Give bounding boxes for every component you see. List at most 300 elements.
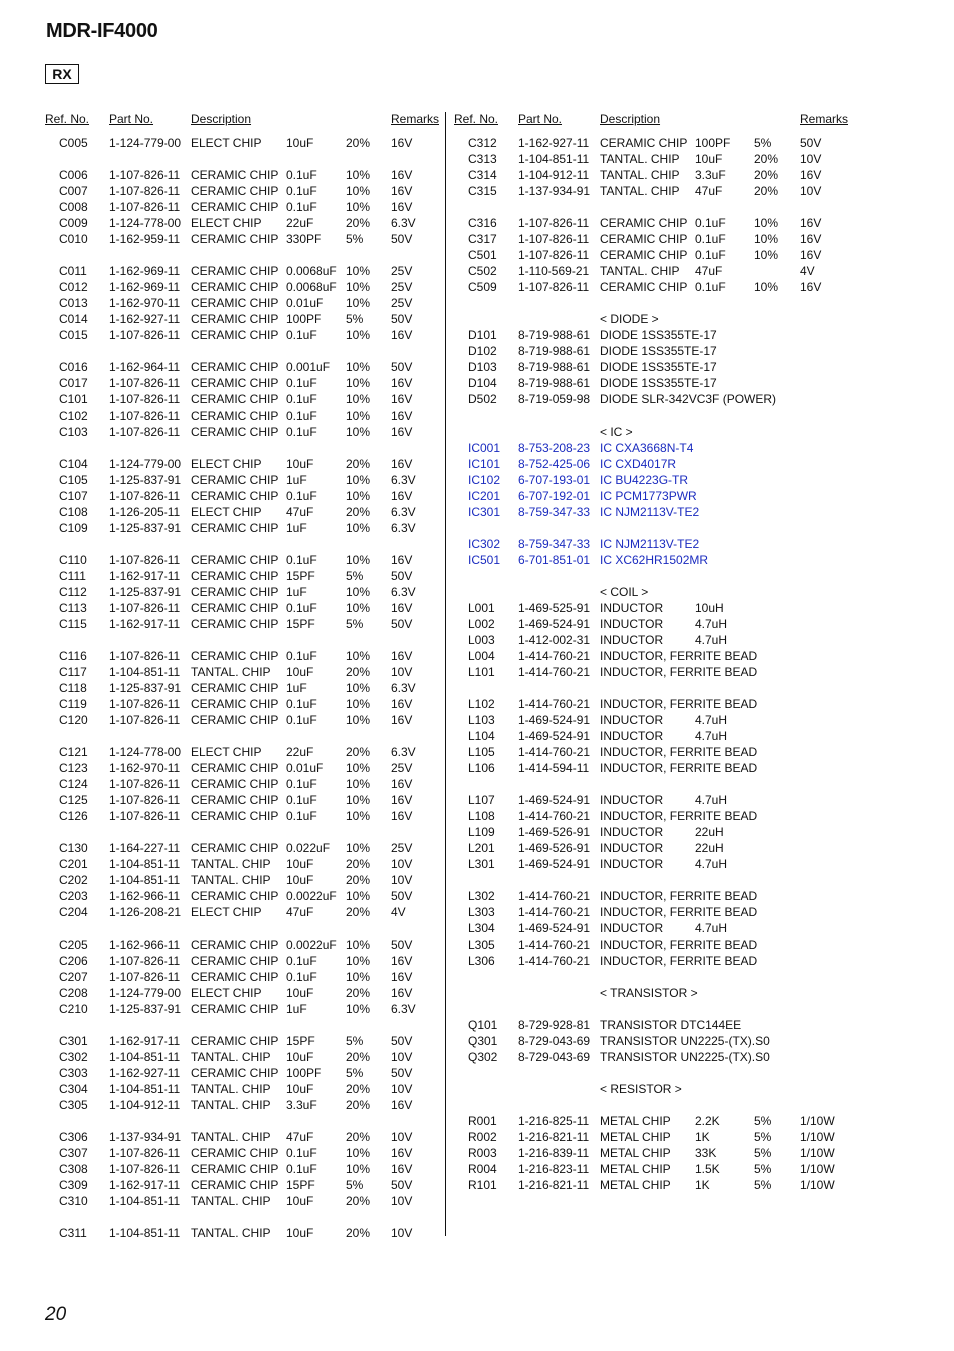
part-rating: 16V bbox=[391, 1161, 413, 1176]
part-part-no: 1-107-826-11 bbox=[518, 232, 590, 247]
part-value: 0.1uF bbox=[286, 376, 317, 391]
part-ref: L306 bbox=[468, 953, 495, 968]
part-ref: IC201 bbox=[468, 488, 501, 503]
part-rating: 16V bbox=[391, 713, 413, 728]
part-rating: 50V bbox=[391, 1177, 413, 1192]
part-description: CERAMIC CHIP bbox=[191, 568, 279, 583]
part-ref: L003 bbox=[468, 632, 495, 647]
part-tolerance: 20% bbox=[346, 456, 371, 471]
part-value: 0.0068uF bbox=[286, 280, 337, 295]
part-rating: 10V bbox=[800, 184, 822, 199]
page-title: MDR-IF4000 bbox=[46, 20, 158, 42]
part-part-no: 1-137-934-91 bbox=[518, 184, 591, 199]
part-ref: C111 bbox=[59, 568, 86, 583]
part-rating: 16V bbox=[391, 600, 413, 615]
section-heading: < IC > bbox=[600, 424, 633, 439]
part-tolerance: 10% bbox=[346, 168, 371, 183]
part-tolerance: 20% bbox=[346, 664, 371, 679]
part-value: 0.1uF bbox=[286, 1145, 317, 1160]
part-ref: C005 bbox=[59, 136, 88, 150]
part-description: CERAMIC CHIP bbox=[191, 408, 279, 423]
part-value: 2.2K bbox=[695, 1113, 720, 1128]
part-part-no: 1-414-760-21 bbox=[518, 905, 591, 920]
part-rating: 6.3V bbox=[391, 472, 416, 487]
part-ref: C010 bbox=[59, 232, 88, 247]
part-tolerance: 10% bbox=[754, 232, 779, 247]
part-rating: 50V bbox=[391, 1065, 413, 1080]
part-description: CERAMIC CHIP bbox=[600, 280, 688, 295]
part-description: CERAMIC CHIP bbox=[191, 777, 279, 792]
part-part-no: 8-752-425-06 bbox=[518, 456, 591, 471]
part-tolerance: 20% bbox=[346, 1081, 371, 1096]
part-ref: C113 bbox=[59, 600, 87, 615]
part-part-no: 1-107-826-11 bbox=[109, 552, 181, 567]
part-tolerance: 20% bbox=[346, 985, 371, 1000]
part-tolerance: 10% bbox=[346, 1145, 371, 1160]
part-value: 10uF bbox=[286, 664, 314, 679]
part-part-no: 1-469-525-91 bbox=[518, 600, 591, 615]
part-value: 47uF bbox=[286, 504, 314, 519]
part-part-no: 6-707-193-01 bbox=[518, 472, 591, 487]
part-rating: 10V bbox=[391, 1081, 413, 1096]
part-value: 4.7uH bbox=[695, 793, 728, 808]
column-divider bbox=[445, 112, 446, 1236]
part-value: 47uF bbox=[695, 264, 723, 279]
part-description: IC BU4223G-TR bbox=[600, 472, 689, 487]
part-description: ELECT CHIP bbox=[191, 456, 262, 471]
part-ref: R001 bbox=[468, 1113, 497, 1128]
part-value: 10uF bbox=[695, 152, 723, 167]
part-description: CERAMIC CHIP bbox=[191, 424, 279, 439]
part-tolerance: 10% bbox=[346, 184, 371, 199]
part-rating: 25V bbox=[391, 280, 413, 295]
part-ref: C205 bbox=[59, 937, 88, 952]
part-value: 3.3uF bbox=[286, 1097, 317, 1112]
col-header-remarks-right: Remarks bbox=[800, 112, 849, 126]
part-part-no: 1-107-826-11 bbox=[109, 168, 181, 183]
part-part-no: 1-107-826-11 bbox=[109, 600, 181, 615]
part-ref: C107 bbox=[59, 488, 88, 503]
part-ref: L108 bbox=[468, 809, 495, 824]
part-rating: 6.3V bbox=[391, 1001, 416, 1016]
part-ref: C103 bbox=[59, 424, 88, 439]
part-ref: L304 bbox=[468, 921, 495, 936]
part-rating: 16V bbox=[391, 648, 413, 663]
part-part-no: 1-469-526-91 bbox=[518, 841, 591, 856]
part-tolerance: 20% bbox=[346, 1193, 371, 1208]
part-tolerance: 5% bbox=[346, 1033, 364, 1048]
part-description: INDUCTOR, FERRITE BEAD bbox=[600, 937, 758, 952]
part-description: DIODE SLR-342VC3F (POWER) bbox=[600, 392, 777, 407]
part-part-no: 1-107-826-11 bbox=[109, 408, 181, 423]
part-ref: IC501 bbox=[468, 552, 501, 567]
col-header-remarks: Remarks bbox=[391, 112, 440, 126]
part-description: CERAMIC CHIP bbox=[600, 136, 688, 150]
part-value: 4.7uH bbox=[695, 729, 728, 744]
part-rating: 10V bbox=[391, 1193, 413, 1208]
part-value: 0.022uF bbox=[286, 841, 331, 856]
part-rating: 50V bbox=[391, 312, 413, 327]
part-ref: Q301 bbox=[468, 1033, 498, 1048]
part-description: INDUCTOR bbox=[600, 729, 664, 744]
part-tolerance: 10% bbox=[346, 584, 371, 599]
part-part-no: 1-107-826-11 bbox=[518, 216, 590, 231]
part-description: CERAMIC CHIP bbox=[191, 648, 279, 663]
part-part-no: 1-104-912-11 bbox=[109, 1097, 181, 1112]
part-value: 0.1uF bbox=[286, 168, 317, 183]
part-tolerance: 10% bbox=[346, 937, 371, 952]
part-ref: C305 bbox=[59, 1097, 88, 1112]
part-part-no: 1-110-569-21 bbox=[518, 264, 590, 279]
part-description: METAL CHIP bbox=[600, 1113, 671, 1128]
part-value: 1uF bbox=[286, 472, 307, 487]
part-ref: IC001 bbox=[468, 440, 501, 455]
part-rating: 16V bbox=[391, 408, 413, 423]
part-ref: C013 bbox=[59, 296, 88, 311]
part-description: CERAMIC CHIP bbox=[191, 488, 279, 503]
part-description: TRANSISTOR UN2225-(TX).S0 bbox=[600, 1049, 770, 1064]
part-description: CERAMIC CHIP bbox=[191, 713, 279, 728]
part-tolerance: 20% bbox=[346, 857, 371, 872]
part-ref: L105 bbox=[468, 745, 495, 760]
part-rating: 50V bbox=[391, 937, 413, 952]
part-description: CERAMIC CHIP bbox=[191, 584, 279, 599]
part-ref: C006 bbox=[59, 168, 88, 183]
part-rating: 16V bbox=[800, 168, 822, 183]
part-value: 10uF bbox=[286, 1193, 314, 1208]
part-ref: C120 bbox=[59, 713, 88, 728]
part-rating: 16V bbox=[391, 200, 413, 215]
part-value: 15PF bbox=[286, 1033, 315, 1048]
part-part-no: 1-104-851-11 bbox=[109, 1226, 181, 1241]
col-header-ref: Ref. No. bbox=[45, 112, 90, 126]
part-description: TRANSISTOR UN2225-(TX).S0 bbox=[600, 1033, 770, 1048]
part-tolerance: 10% bbox=[754, 248, 779, 263]
part-description: CERAMIC CHIP bbox=[191, 889, 279, 904]
part-description: CERAMIC CHIP bbox=[191, 360, 279, 375]
part-description: TANTAL. CHIP bbox=[191, 664, 271, 679]
part-ref: C109 bbox=[59, 520, 88, 535]
part-ref: C301 bbox=[59, 1033, 88, 1048]
part-ref: L201 bbox=[468, 841, 495, 856]
part-rating: 50V bbox=[391, 889, 413, 904]
part-ref: C210 bbox=[59, 1001, 88, 1016]
part-value: 47uF bbox=[695, 184, 723, 199]
part-description: INDUCTOR bbox=[600, 793, 664, 808]
part-value: 0.1uF bbox=[286, 809, 317, 824]
part-description: INDUCTOR bbox=[600, 857, 664, 872]
part-description: CERAMIC CHIP bbox=[191, 1001, 279, 1016]
part-ref: L305 bbox=[468, 937, 495, 952]
part-value: 10uF bbox=[286, 456, 314, 471]
part-tolerance: 10% bbox=[346, 200, 371, 215]
part-ref: L102 bbox=[468, 697, 495, 712]
part-tolerance: 5% bbox=[346, 232, 364, 247]
part-description: ELECT CHIP bbox=[191, 136, 262, 150]
part-ref: C309 bbox=[59, 1177, 88, 1192]
part-ref: C204 bbox=[59, 905, 88, 920]
part-rating: 1/10W bbox=[800, 1177, 835, 1192]
part-part-no: 1-107-826-11 bbox=[518, 248, 590, 263]
part-tolerance: 5% bbox=[754, 1145, 772, 1160]
part-ref: L106 bbox=[468, 761, 495, 776]
part-rating: 16V bbox=[391, 392, 413, 407]
part-part-no: 8-719-988-61 bbox=[518, 344, 591, 359]
part-rating: 16V bbox=[391, 1097, 413, 1112]
part-description: ELECT CHIP bbox=[191, 985, 262, 1000]
part-description: CERAMIC CHIP bbox=[191, 616, 279, 631]
part-part-no: 1-107-826-11 bbox=[109, 648, 181, 663]
part-ref: C502 bbox=[468, 264, 497, 279]
part-rating: 16V bbox=[391, 488, 413, 503]
part-description: TANTAL. CHIP bbox=[191, 1049, 271, 1064]
part-ref: L302 bbox=[468, 889, 495, 904]
part-rating: 10V bbox=[391, 1129, 413, 1144]
part-part-no: 1-162-927-11 bbox=[109, 1065, 181, 1080]
part-ref: R004 bbox=[468, 1161, 497, 1176]
part-tolerance: 10% bbox=[346, 392, 371, 407]
part-ref: C116 bbox=[59, 648, 87, 663]
part-tolerance: 20% bbox=[346, 745, 371, 760]
part-rating: 6.3V bbox=[391, 520, 416, 535]
part-description: INDUCTOR, FERRITE BEAD bbox=[600, 905, 758, 920]
part-value: 10uF bbox=[286, 1081, 314, 1096]
part-value: 0.1uF bbox=[695, 248, 726, 263]
part-part-no: 1-414-760-21 bbox=[518, 697, 591, 712]
part-ref: L002 bbox=[468, 616, 495, 631]
part-rating: 25V bbox=[391, 296, 413, 311]
part-part-no: 1-469-524-91 bbox=[518, 616, 591, 631]
part-tolerance: 20% bbox=[754, 184, 779, 199]
part-ref: C009 bbox=[59, 216, 88, 231]
part-description: INDUCTOR bbox=[600, 921, 664, 936]
part-ref: C306 bbox=[59, 1129, 88, 1144]
part-part-no: 1-469-524-91 bbox=[518, 713, 591, 728]
part-ref: R002 bbox=[468, 1129, 497, 1144]
part-value: 0.1uF bbox=[286, 969, 317, 984]
part-ref: C501 bbox=[468, 248, 497, 263]
part-part-no: 8-719-059-98 bbox=[518, 392, 591, 407]
part-part-no: 1-126-208-21 bbox=[109, 905, 182, 920]
part-value: 0.1uF bbox=[286, 392, 317, 407]
part-ref: L301 bbox=[468, 857, 495, 872]
section-badge: RX bbox=[45, 64, 79, 84]
part-rating: 1/10W bbox=[800, 1145, 835, 1160]
part-ref: C017 bbox=[59, 376, 88, 391]
part-rating: 10V bbox=[391, 1049, 413, 1064]
part-value: 100PF bbox=[286, 1065, 322, 1080]
part-part-no: 8-719-988-61 bbox=[518, 328, 591, 343]
part-description: CERAMIC CHIP bbox=[191, 969, 279, 984]
part-description: CERAMIC CHIP bbox=[191, 184, 279, 199]
part-description: TANTAL. CHIP bbox=[191, 857, 271, 872]
part-ref: D103 bbox=[468, 360, 497, 375]
part-tolerance: 5% bbox=[754, 1113, 772, 1128]
part-tolerance: 10% bbox=[346, 777, 371, 792]
part-description: ELECT CHIP bbox=[191, 745, 262, 760]
part-ref: L104 bbox=[468, 729, 495, 744]
part-part-no: 6-701-851-01 bbox=[518, 552, 591, 567]
part-ref: L001 bbox=[468, 600, 495, 615]
part-rating: 25V bbox=[391, 841, 413, 856]
part-part-no: 1-414-760-21 bbox=[518, 745, 591, 760]
part-rating: 25V bbox=[391, 761, 413, 776]
part-part-no: 1-124-779-00 bbox=[109, 456, 182, 471]
part-description: TANTAL. CHIP bbox=[191, 1193, 271, 1208]
part-part-no: 1-412-002-31 bbox=[518, 632, 591, 647]
part-part-no: 1-414-760-21 bbox=[518, 648, 591, 663]
part-description: CERAMIC CHIP bbox=[191, 1033, 279, 1048]
part-value: 4.7uH bbox=[695, 921, 728, 936]
part-description: TANTAL. CHIP bbox=[191, 1226, 271, 1241]
part-tolerance: 20% bbox=[346, 1226, 371, 1241]
part-rating: 16V bbox=[391, 376, 413, 391]
part-value: 47uF bbox=[286, 1129, 314, 1144]
part-value: 0.001uF bbox=[286, 360, 331, 375]
part-value: 10uF bbox=[286, 1049, 314, 1064]
part-description: TANTAL. CHIP bbox=[191, 1097, 271, 1112]
part-value: 0.1uF bbox=[286, 200, 317, 215]
part-rating: 10V bbox=[391, 873, 413, 888]
part-part-no: 1-469-526-91 bbox=[518, 825, 591, 840]
part-tolerance: 5% bbox=[346, 1065, 364, 1080]
part-rating: 16V bbox=[391, 552, 413, 567]
part-description: DIODE 1SS355TE-17 bbox=[600, 328, 717, 343]
section-heading: < TRANSISTOR > bbox=[600, 985, 698, 1000]
part-ref: L109 bbox=[468, 825, 495, 840]
part-value: 22uF bbox=[286, 216, 314, 231]
part-ref: C208 bbox=[59, 985, 88, 1000]
part-value: 0.1uF bbox=[286, 488, 317, 503]
part-part-no: 1-107-826-11 bbox=[109, 713, 181, 728]
part-tolerance: 10% bbox=[346, 552, 371, 567]
part-part-no: 1-162-970-11 bbox=[109, 761, 181, 776]
part-tolerance: 20% bbox=[346, 1049, 371, 1064]
part-description: CERAMIC CHIP bbox=[600, 232, 688, 247]
part-ref: C117 bbox=[59, 664, 87, 679]
part-ref: C012 bbox=[59, 280, 88, 295]
part-tolerance: 20% bbox=[346, 1129, 371, 1144]
part-ref: C303 bbox=[59, 1065, 88, 1080]
part-rating: 16V bbox=[391, 456, 413, 471]
part-description: CERAMIC CHIP bbox=[191, 841, 279, 856]
part-ref: IC302 bbox=[468, 536, 501, 551]
part-description: IC NJM2113V-TE2 bbox=[600, 504, 700, 519]
part-part-no: 1-107-826-11 bbox=[109, 793, 181, 808]
part-rating: 16V bbox=[800, 248, 822, 263]
part-value: 22uH bbox=[695, 841, 724, 856]
part-description: IC NJM2113V-TE2 bbox=[600, 536, 700, 551]
part-value: 22uH bbox=[695, 825, 724, 840]
part-value: 0.1uF bbox=[286, 713, 317, 728]
part-value: 15PF bbox=[286, 616, 315, 631]
part-value: 10uF bbox=[286, 873, 314, 888]
part-part-no: 1-124-778-00 bbox=[109, 216, 182, 231]
part-part-no: 1-126-205-11 bbox=[109, 504, 181, 519]
part-tolerance: 5% bbox=[346, 1177, 364, 1192]
part-tolerance: 10% bbox=[346, 600, 371, 615]
part-rating: 1/10W bbox=[800, 1161, 835, 1176]
part-part-no: 1-107-826-11 bbox=[109, 1145, 181, 1160]
part-value: 10uH bbox=[695, 600, 724, 615]
part-description: CERAMIC CHIP bbox=[191, 552, 279, 567]
part-part-no: 1-162-927-11 bbox=[109, 312, 181, 327]
part-part-no: 1-469-524-91 bbox=[518, 921, 591, 936]
part-tolerance: 10% bbox=[346, 648, 371, 663]
part-ref: C123 bbox=[59, 761, 88, 776]
part-tolerance: 10% bbox=[754, 280, 779, 295]
part-ref: C126 bbox=[59, 809, 88, 824]
section-heading: < DIODE > bbox=[600, 312, 659, 327]
part-part-no: 1-162-966-11 bbox=[109, 937, 181, 952]
part-description: IC PCM1773PWR bbox=[600, 488, 697, 503]
part-description: CERAMIC CHIP bbox=[191, 232, 279, 247]
part-ref: C008 bbox=[59, 200, 88, 215]
part-description: INDUCTOR bbox=[600, 616, 664, 631]
part-value: 22uF bbox=[286, 745, 314, 760]
part-part-no: 1-107-826-11 bbox=[109, 488, 181, 503]
part-part-no: 1-125-837-91 bbox=[109, 520, 182, 535]
part-description: ELECT CHIP bbox=[191, 216, 262, 231]
part-value: 1uF bbox=[286, 584, 307, 599]
part-part-no: 1-107-826-11 bbox=[109, 328, 181, 343]
part-rating: 50V bbox=[391, 232, 413, 247]
part-description: CERAMIC CHIP bbox=[191, 697, 279, 712]
part-description: ELECT CHIP bbox=[191, 504, 262, 519]
part-description: CERAMIC CHIP bbox=[191, 392, 279, 407]
part-part-no: 1-162-969-11 bbox=[109, 280, 181, 295]
part-ref: D102 bbox=[468, 344, 497, 359]
part-value: 1K bbox=[695, 1177, 710, 1192]
part-rating: 6.3V bbox=[391, 216, 416, 231]
part-ref: C014 bbox=[59, 312, 88, 327]
part-part-no: 8-719-988-61 bbox=[518, 376, 591, 391]
part-description: INDUCTOR, FERRITE BEAD bbox=[600, 809, 758, 824]
part-ref: L004 bbox=[468, 648, 495, 663]
part-part-no: 1-125-837-91 bbox=[109, 584, 182, 599]
part-ref: C104 bbox=[59, 456, 88, 471]
part-ref: C130 bbox=[59, 841, 88, 856]
part-value: 15PF bbox=[286, 1177, 315, 1192]
part-rating: 6.3V bbox=[391, 745, 416, 760]
part-value: 0.1uF bbox=[286, 793, 317, 808]
part-tolerance: 10% bbox=[346, 761, 371, 776]
part-part-no: 1-125-837-91 bbox=[109, 472, 182, 487]
part-ref: Q302 bbox=[468, 1049, 498, 1064]
part-tolerance: 10% bbox=[346, 841, 371, 856]
part-description: ELECT CHIP bbox=[191, 905, 262, 920]
part-ref: C110 bbox=[59, 552, 87, 567]
part-tolerance: 5% bbox=[754, 1129, 772, 1144]
part-part-no: 1-216-821-11 bbox=[518, 1177, 590, 1192]
part-value: 100PF bbox=[695, 136, 731, 150]
part-description: CERAMIC CHIP bbox=[191, 200, 279, 215]
part-description: DIODE 1SS355TE-17 bbox=[600, 376, 717, 391]
part-description: CERAMIC CHIP bbox=[191, 681, 279, 696]
page-number: 20 bbox=[45, 1304, 67, 1325]
part-tolerance: 10% bbox=[346, 408, 371, 423]
part-part-no: 8-753-208-23 bbox=[518, 440, 591, 455]
part-rating: 50V bbox=[391, 616, 413, 631]
part-ref: C203 bbox=[59, 889, 88, 904]
part-description: CERAMIC CHIP bbox=[191, 1065, 279, 1080]
part-part-no: 1-162-917-11 bbox=[109, 568, 181, 583]
part-description: TRANSISTOR DTC144EE bbox=[600, 1017, 742, 1032]
part-ref: IC101 bbox=[468, 456, 501, 471]
part-rating: 16V bbox=[391, 136, 413, 150]
part-part-no: 1-162-970-11 bbox=[109, 296, 181, 311]
part-part-no: 1-104-851-11 bbox=[109, 1049, 181, 1064]
